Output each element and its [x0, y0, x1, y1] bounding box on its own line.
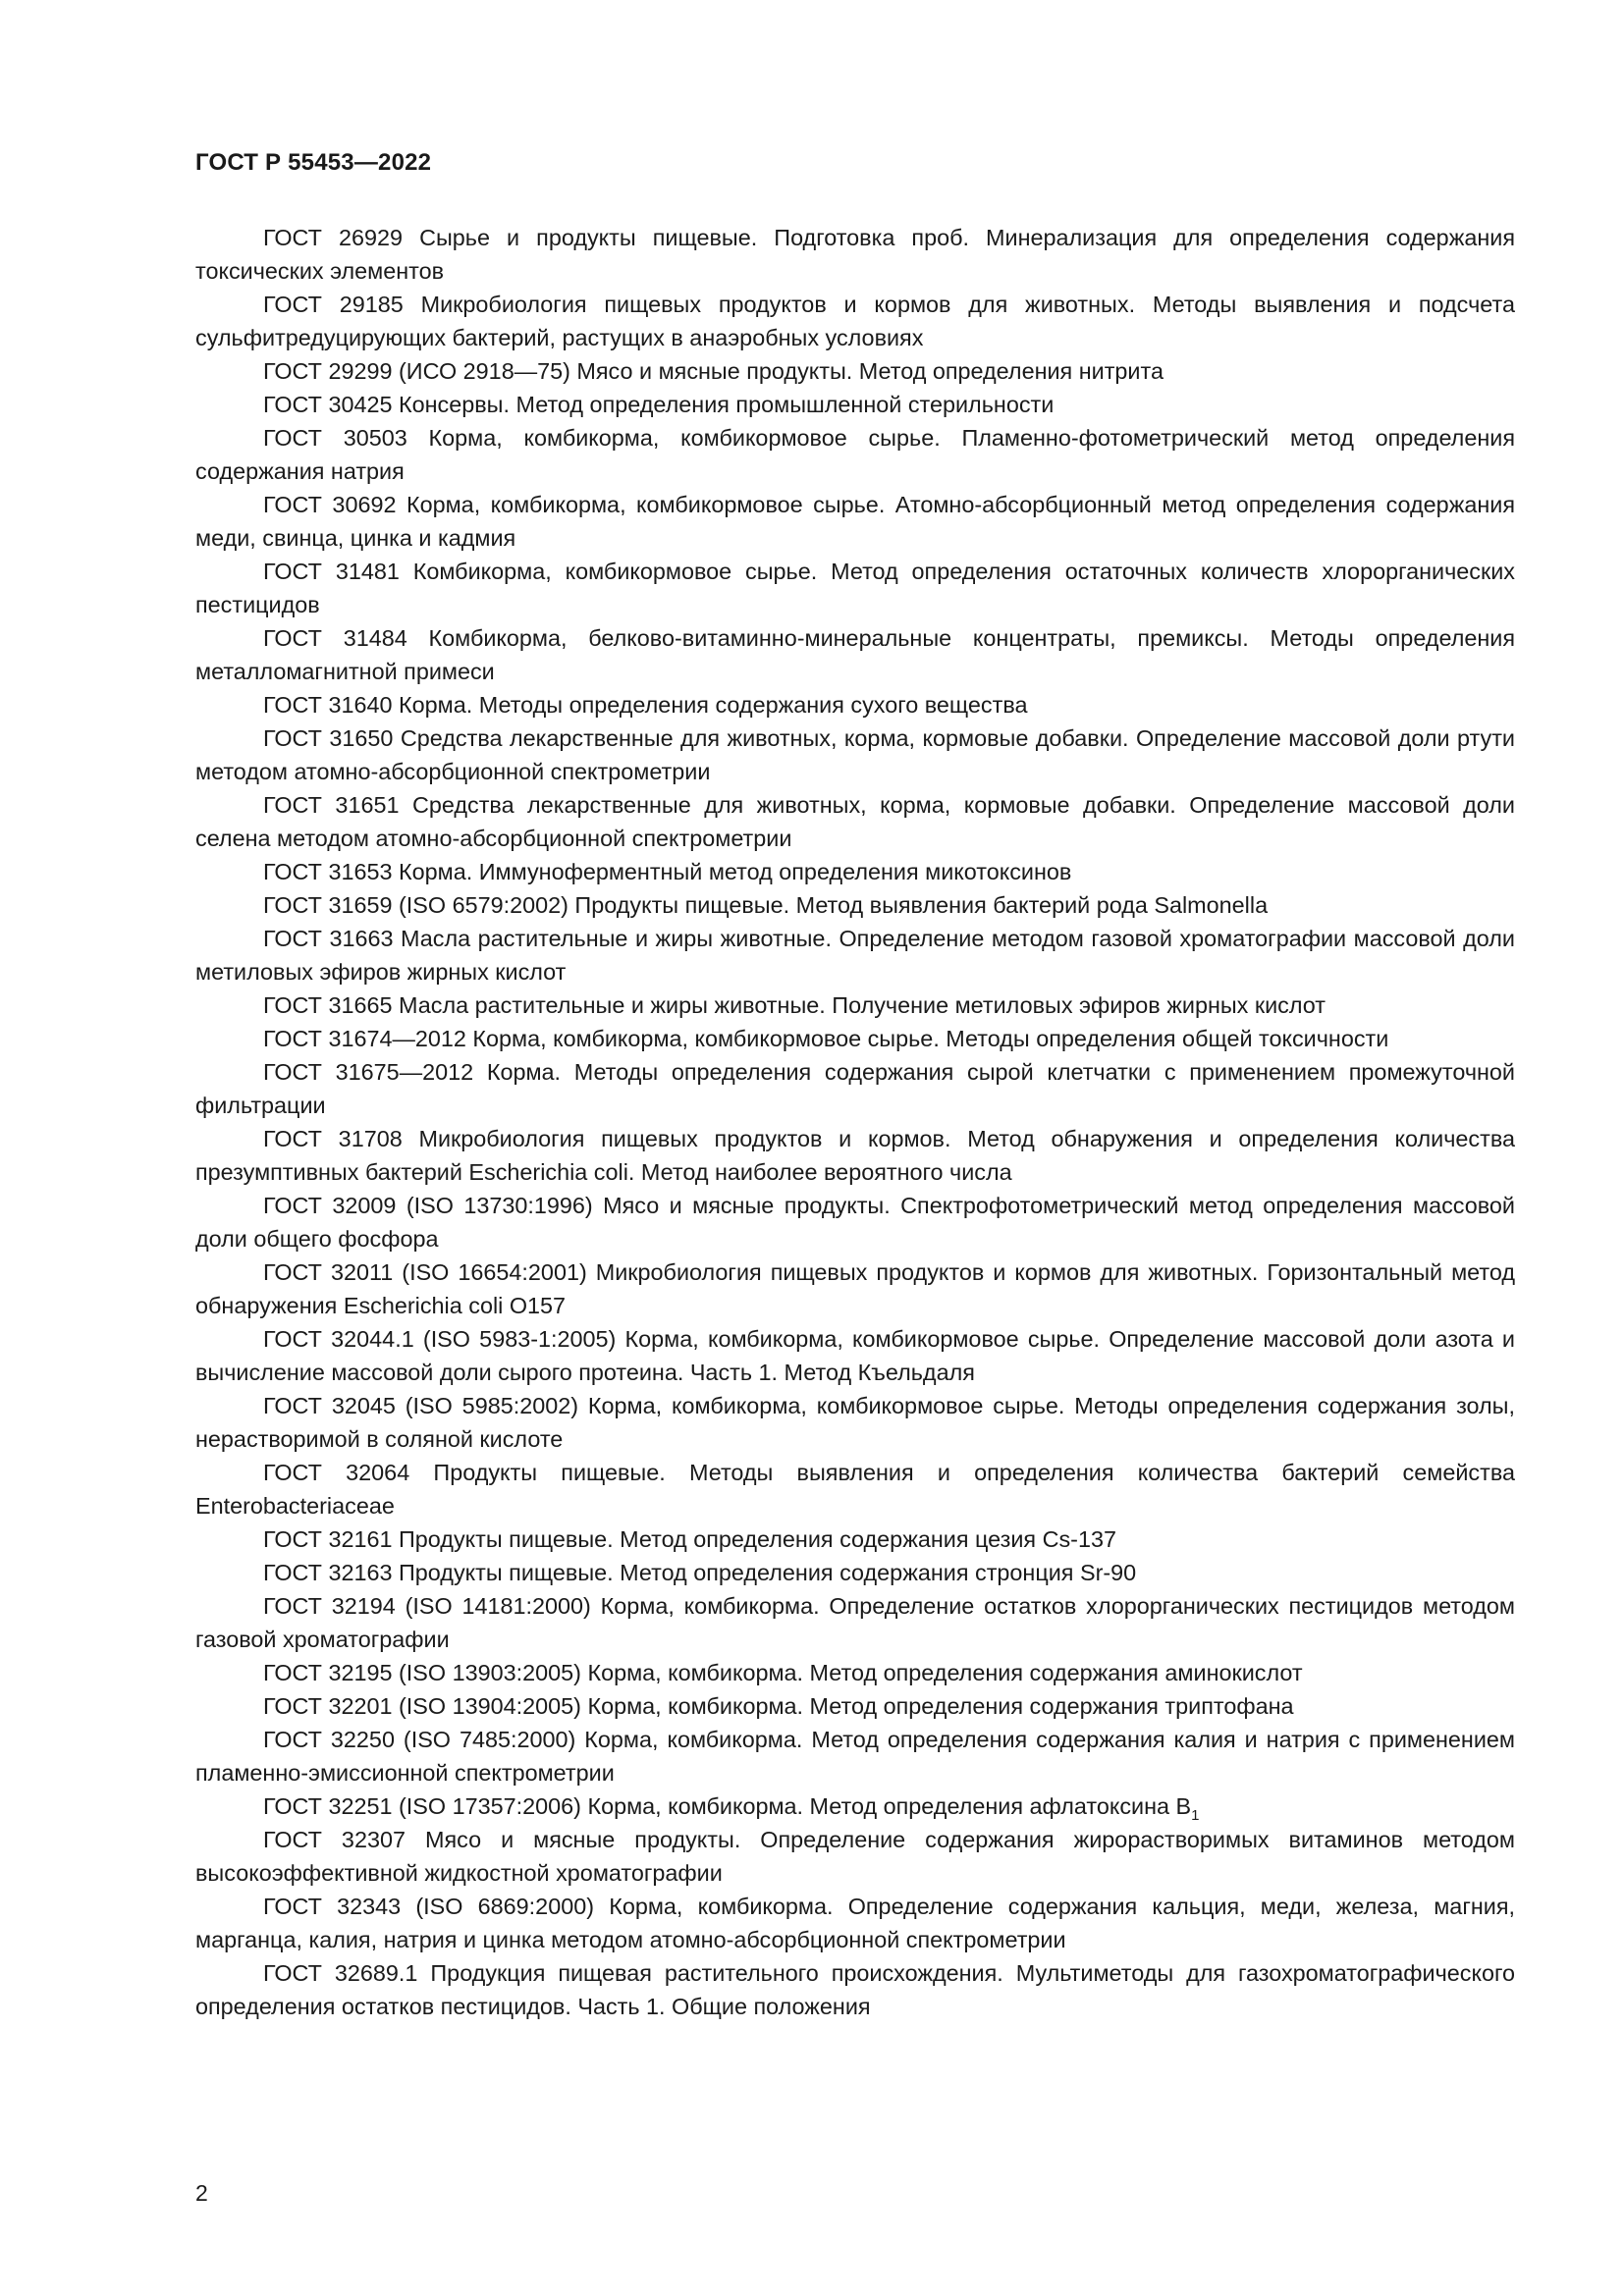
reference-entry: ГОСТ 31650 Средства лекарственные для животных, корма, кормовые добавки. Определение массовой доли ртути методом атомно-абсорбционной спектрометрии — [195, 725, 1515, 784]
reference-entry: ГОСТ 31663 Масла растительные и жиры животные. Определение методом газовой хроматографии массовой доли метиловых эфиров жирных кислот — [195, 926, 1515, 985]
reference-text: ГОСТ 32251 (ISO 17357:2006) Корма, комбикорма. Метод определения афлатоксина B — [263, 1793, 1192, 1819]
reference-entry: ГОСТ 32195 (ISO 13903:2005) Корма, комбикорма. Метод определения содержания аминокислот — [263, 1660, 1303, 1685]
reference-entry: ГОСТ 31653 Корма. Иммуноферментный метод определения микотоксинов — [263, 859, 1072, 884]
reference-entry: ГОСТ 32163 Продукты пищевые. Метод определения содержания стронция Sr-90 — [263, 1560, 1137, 1585]
reference-entry: ГОСТ 30425 Консервы. Метод определения промышленной стерильности — [263, 392, 1055, 417]
reference-entry: ГОСТ 31659 (ISO 6579:2002) Продукты пищевые. Метод выявления бактерий рода Salmonella — [263, 892, 1269, 918]
reference-entry: ГОСТ 31484 Комбикорма, белково-витаминно-минеральные концентраты, премиксы. Методы определения металломагнитной примеси — [195, 625, 1515, 684]
reference-entry: ГОСТ 31708 Микробиология пищевых продуктов и кормов. Метод обнаружения и определения количества презумптивных бактерий Escherichia coli. Метод наиболее вероятного числа — [195, 1126, 1515, 1185]
reference-entry: ГОСТ 31481 Комбикорма, комбикормовое сырье. Метод определения остаточных количеств хлорорганических пестицидов — [195, 559, 1515, 617]
reference-entry: ГОСТ 32689.1 Продукция пищевая растительного происхождения. Мультиметоды для газохроматографического определения остатков пестицидов. Часть 1. Общие положения — [195, 1960, 1515, 2019]
reference-entry: ГОСТ 31651 Средства лекарственные для животных, корма, кормовые добавки. Определение массовой доли селена методом атомно-абсорбционной спектрометрии — [195, 792, 1515, 851]
reference-entry: ГОСТ 31675—2012 Корма. Методы определения содержания сырой клетчатки с применением промежуточной фильтрации — [195, 1059, 1515, 1118]
reference-entry: ГОСТ 32011 (ISO 16654:2001) Микробиология пищевых продуктов и кормов для животных. Горизонтальный метод обнаружения Escherichia coli O157 — [195, 1259, 1515, 1318]
reference-entry: ГОСТ 32201 (ISO 13904:2005) Корма, комбикорма. Метод определения содержания триптофана — [263, 1693, 1294, 1719]
reference-entry: ГОСТ 29185 Микробиология пищевых продуктов и кормов для животных. Методы выявления и подсчета сульфитредуцирующих бактерий, растущих в анаэробных условиях — [195, 292, 1515, 350]
reference-entry: ГОСТ 30692 Корма, комбикорма, комбикормовое сырье. Атомно-абсорбционный метод определения содержания меди, свинца, цинка и кадмия — [195, 492, 1515, 551]
reference-entry: ГОСТ 32194 (ISO 14181:2000) Корма, комбикорма. Определение остатков хлорорганических пестицидов методом газовой хроматографии — [195, 1593, 1515, 1652]
document-header: ГОСТ Р 55453—2022 — [195, 149, 432, 176]
reference-entry: ГОСТ 32045 (ISO 5985:2002) Корма, комбикорма, комбикормовое сырье. Методы определения содержания золы, нерастворимой в соляной кислоте — [195, 1393, 1515, 1452]
reference-entry: ГОСТ 32044.1 (ISO 5983-1:2005) Корма, комбикорма, комбикормовое сырье. Определение массовой доли азота и вычисление массовой доли сырого протеина. Часть 1. Метод Къельдаля — [195, 1326, 1515, 1385]
normative-references — [195, 221, 1515, 2023]
reference-entry: ГОСТ 32009 (ISO 13730:1996) Мясо и мясные продукты. Спектрофотометрический метод определения массовой доли общего фосфора — [195, 1193, 1515, 1252]
page-number: 2 — [195, 2180, 208, 2206]
reference-entry: ГОСТ 31674—2012 Корма, комбикорма, комбикормовое сырье. Методы определения общей токсичности — [263, 1026, 1389, 1051]
reference-entry: ГОСТ 31665 Масла растительные и жиры животные. Получение метиловых эфиров жирных кислот — [263, 992, 1326, 1018]
reference-entry: ГОСТ 32307 Мясо и мясные продукты. Определение содержания жирорастворимых витаминов методом высокоэффективной жидкостной хроматографии — [195, 1827, 1515, 1886]
reference-entry: ГОСТ 26929 Сырье и продукты пищевые. Подготовка проб. Минерализация для определения содержания токсических элементов — [195, 225, 1515, 284]
subscript: 1 — [1191, 1807, 1200, 1824]
reference-entry: ГОСТ 32161 Продукты пищевые. Метод определения содержания цезия Cs-137 — [263, 1526, 1116, 1552]
reference-entry: ГОСТ 32343 (ISO 6869:2000) Корма, комбикорма. Определение содержания кальция, меди, железа, магния, марганца, калия, натрия и цинка методом атомно-абсорбционной спектрометрии — [195, 1894, 1515, 1952]
reference-entry: ГОСТ 31640 Корма. Методы определения содержания сухого вещества — [263, 692, 1028, 718]
reference-entry-aflatoxin — [195, 1789, 1515, 1823]
reference-entry: ГОСТ 29299 (ИСО 2918—75) Мясо и мясные продукты. Метод определения нитрита — [263, 358, 1164, 384]
reference-entry: ГОСТ 32064 Продукты пищевые. Методы выявления и определения количества бактерий семейства Enterobacteriaceae — [195, 1460, 1515, 1519]
reference-entry: ГОСТ 32250 (ISO 7485:2000) Корма, комбикорма. Метод определения содержания калия и натрия с применением пламенно-эмиссионной спектрометрии — [195, 1727, 1515, 1786]
reference-entry: ГОСТ 30503 Корма, комбикорма, комбикормовое сырье. Пламенно-фотометрический метод определения содержания натрия — [195, 425, 1515, 484]
